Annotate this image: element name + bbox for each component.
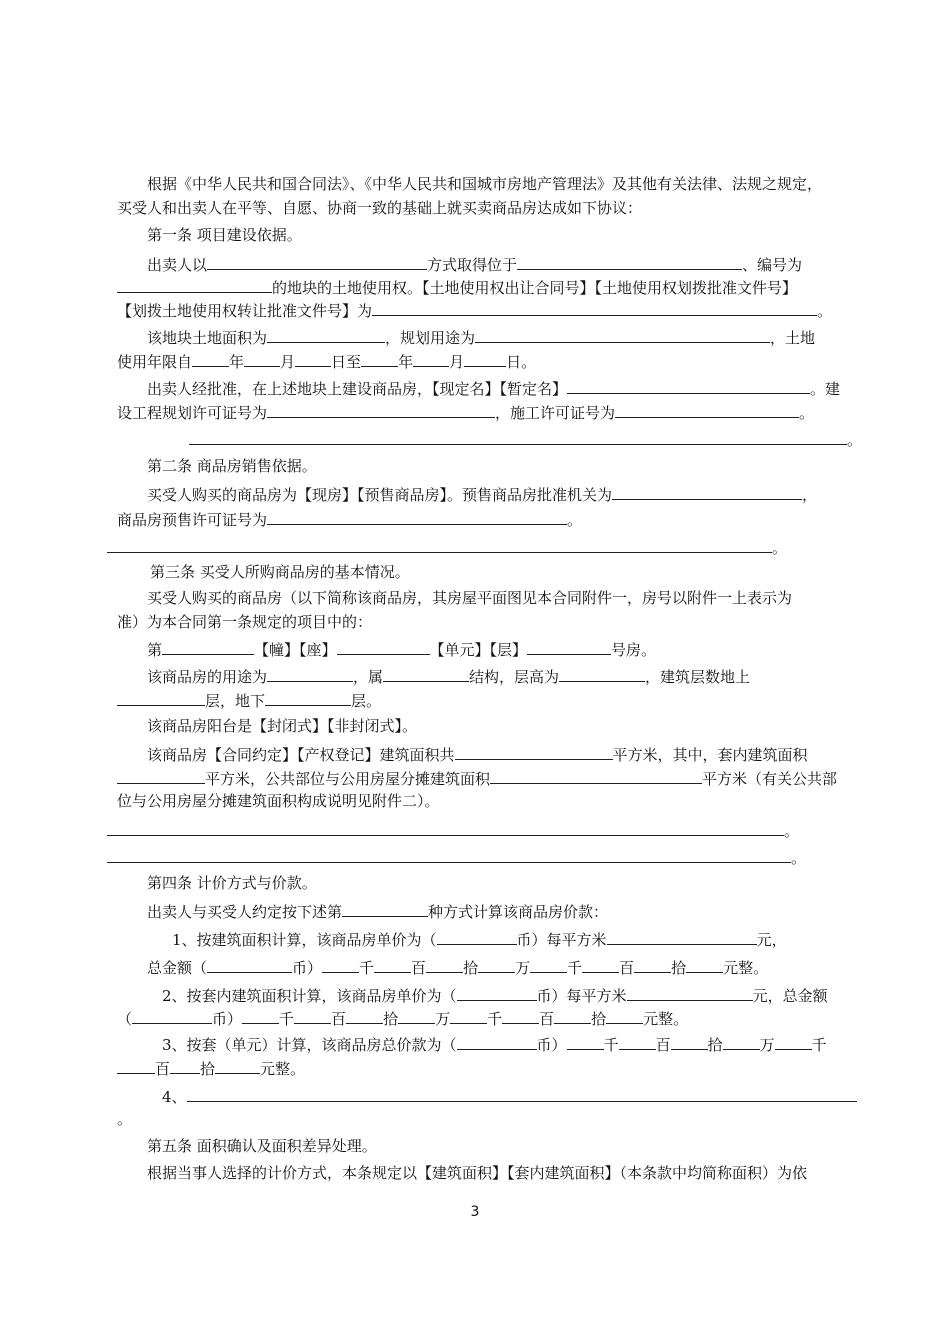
blank-field[interactable]	[457, 1032, 537, 1050]
blank-field[interactable]	[398, 1006, 435, 1024]
blank-field[interactable]	[671, 1032, 708, 1050]
blank-field[interactable]	[294, 1006, 331, 1024]
art3-line-g: 该商品房【合同约定】【产权登记】建筑面积共 平方米，其中，套内建筑面积	[147, 742, 808, 764]
preamble-line-1: 根据《中华人民共和国合同法》、《中华人民共和国城市房地产管理法》及其他有关法律、法规之规定，	[147, 175, 823, 193]
blank-field[interactable]	[267, 507, 567, 525]
article-4-title: 第四条 计价方式与价款。	[147, 874, 317, 892]
art1-line-a: 出卖人以 方式取得位于 、编号为	[147, 252, 802, 274]
blank-field[interactable]	[627, 983, 753, 1001]
blank-field[interactable]	[502, 1006, 539, 1024]
blank-field[interactable]	[374, 955, 411, 973]
art3-line-d: 该商品房的用途为 ，属 结构，层高为 ，建筑层数地上	[147, 664, 750, 686]
article-1-title: 第一条 项目建设依据。	[147, 226, 302, 244]
art3-line-i: 位与公用房屋分摊建筑面积构成说明见附件二）。	[117, 792, 440, 810]
blank-field[interactable]	[490, 766, 702, 784]
blank-field[interactable]	[346, 1006, 383, 1024]
art5-line-a: 根据当事人选择的计价方式，本条规定以【建筑面积】【套内建筑面积】（本条款中均简称面积）为依	[147, 1164, 808, 1182]
art3-line-k: 。	[107, 845, 806, 867]
blank-field[interactable]	[361, 349, 398, 367]
blank-field[interactable]	[383, 664, 469, 682]
blank-field[interactable]	[775, 1032, 812, 1050]
art1-line-g: 设工程规划许可证号为 ，施工许可证号为 。	[117, 400, 814, 422]
blank-field[interactable]	[559, 664, 645, 682]
blank-field[interactable]	[342, 899, 428, 917]
blank-field[interactable]	[117, 1056, 155, 1074]
blank-field[interactable]	[455, 742, 613, 760]
art1-line-b: 的地块的土地使用权。【土地使用权出让合同号】【土地使用权划拨批准文件号】	[117, 275, 797, 297]
blank-field[interactable]	[457, 983, 537, 1001]
blank-field[interactable]	[337, 637, 430, 655]
blank-field[interactable]	[437, 927, 517, 945]
blank-field[interactable]	[478, 955, 515, 973]
blank-field[interactable]	[686, 955, 723, 973]
art3-line-b: 准）为本合同第一条规定的项目中的：	[117, 613, 373, 631]
art4-line-e: （ 币） 千 百 拾 万 千 百 拾 元整。	[117, 1006, 688, 1028]
art3-line-f: 该商品房阳台是【封闭式】【非封闭式】。	[147, 717, 418, 735]
blank-field[interactable]	[215, 1056, 260, 1074]
page-number: 3	[470, 1204, 480, 1220]
art3-line-j: 。	[107, 818, 799, 840]
blank-field[interactable]	[527, 637, 611, 655]
blank-field[interactable]	[615, 400, 799, 418]
blank-field[interactable]	[554, 1006, 591, 1024]
blank-field[interactable]	[132, 1006, 212, 1024]
blank-field[interactable]	[530, 955, 567, 973]
blank-field[interactable]	[295, 349, 331, 367]
article-3-title: 第三条 买受人所购商品房的基本情况。	[150, 563, 410, 581]
blank-field[interactable]	[242, 1006, 279, 1024]
blank-field[interactable]	[634, 955, 671, 973]
blank-field[interactable]	[117, 688, 205, 706]
art4-line-h: 4、	[162, 1084, 857, 1106]
blank-field[interactable]	[267, 325, 385, 343]
art4-line-i: 。	[117, 1110, 133, 1128]
blank-field[interactable]	[619, 1032, 656, 1050]
blank-field[interactable]	[207, 955, 292, 973]
art2-line-c: 。	[107, 535, 787, 557]
blank-field[interactable]	[606, 1006, 643, 1024]
blank-field[interactable]	[322, 955, 359, 973]
art1-line-f: 出卖人经批准，在上述地块上建设商品房，【现定名】【暂定名】 。建	[147, 376, 840, 398]
art1-line-e: 使用年限自 年 月 日至 年 月 日。	[117, 349, 536, 371]
blank-field[interactable]	[192, 349, 229, 367]
blank-field[interactable]	[426, 955, 463, 973]
art4-line-f: 3、按套（单元）计算，该商品房总价款为（ 币） 千 百 拾 万 千	[162, 1032, 827, 1054]
blank-field[interactable]	[475, 325, 770, 343]
art4-line-d: 2、按套内建筑面积计算，该商品房单价为（ 币）每平方米 元，总金额	[162, 983, 828, 1005]
blank-field[interactable]	[187, 1084, 857, 1102]
blank-field[interactable]	[117, 275, 272, 293]
blank-field[interactable]	[207, 252, 427, 270]
article-5-title: 第五条 面积确认及面积差异处理。	[147, 1137, 377, 1155]
blank-field[interactable]	[612, 482, 802, 500]
blank-field[interactable]	[517, 252, 742, 270]
blank-field[interactable]	[162, 637, 254, 655]
blank-field[interactable]	[567, 376, 810, 394]
blank-field[interactable]	[372, 298, 817, 316]
blank-field[interactable]	[265, 688, 351, 706]
blank-field[interactable]	[267, 400, 495, 418]
blank-field[interactable]	[170, 1056, 200, 1074]
art2-line-b: 商品房预售许可证号为 。	[117, 507, 582, 529]
blank-field[interactable]	[107, 535, 772, 553]
art3-line-c: 第 【幢】【座】 【单元】【层】 号房。	[147, 637, 656, 659]
preamble-line-2: 买受人和出卖人在平等、自愿、协商一致的基础上就买卖商品房达成如下协议：	[117, 199, 643, 217]
article-2-title: 第二条 商品房销售依据。	[147, 457, 317, 475]
blank-field[interactable]	[464, 349, 506, 367]
art2-line-a: 买受人购买的商品房为【现房】【预售商品房】。预售商品房批准机关为 ，	[147, 482, 817, 504]
blank-field[interactable]	[582, 955, 619, 973]
art1-line-d: 该地块土地面积为 ，规划用途为 ，土地	[147, 325, 815, 347]
art3-line-a: 买受人购买的商品房（以下简称该商品房，其房屋平面图见本合同附件一，房号以附件一上表示为	[147, 589, 793, 607]
art4-line-a: 出卖人与买受人约定按下述第 种方式计算该商品房价款：	[147, 899, 608, 921]
blank-field[interactable]	[107, 845, 791, 863]
art1-line-c: 【划拨土地使用权转让批准文件号】为 。	[117, 298, 832, 320]
blank-field[interactable]	[267, 664, 353, 682]
blank-field[interactable]	[189, 427, 847, 445]
blank-field[interactable]	[723, 1032, 760, 1050]
art4-line-c: 总金额（ 币） 千 百 拾 万 千 百 拾 元整。	[147, 955, 768, 977]
art4-line-b: 1、按建筑面积计算，该商品房单价为（ 币）每平方米 元，	[172, 927, 787, 949]
blank-field[interactable]	[567, 1032, 604, 1050]
blank-field[interactable]	[413, 349, 449, 367]
art3-line-e: 层，地下 层。	[117, 688, 381, 710]
art1-line-h: 。	[189, 427, 862, 449]
blank-field[interactable]	[117, 766, 205, 784]
blank-field[interactable]	[244, 349, 280, 367]
art3-line-h: 平方米，公共部位与公用房屋分摊建筑面积 平方米（有关公共部	[117, 766, 837, 788]
blank-field[interactable]	[607, 927, 757, 945]
art4-line-g: 百 拾 元整。	[117, 1056, 305, 1078]
blank-field[interactable]	[107, 818, 784, 836]
blank-field[interactable]	[450, 1006, 487, 1024]
